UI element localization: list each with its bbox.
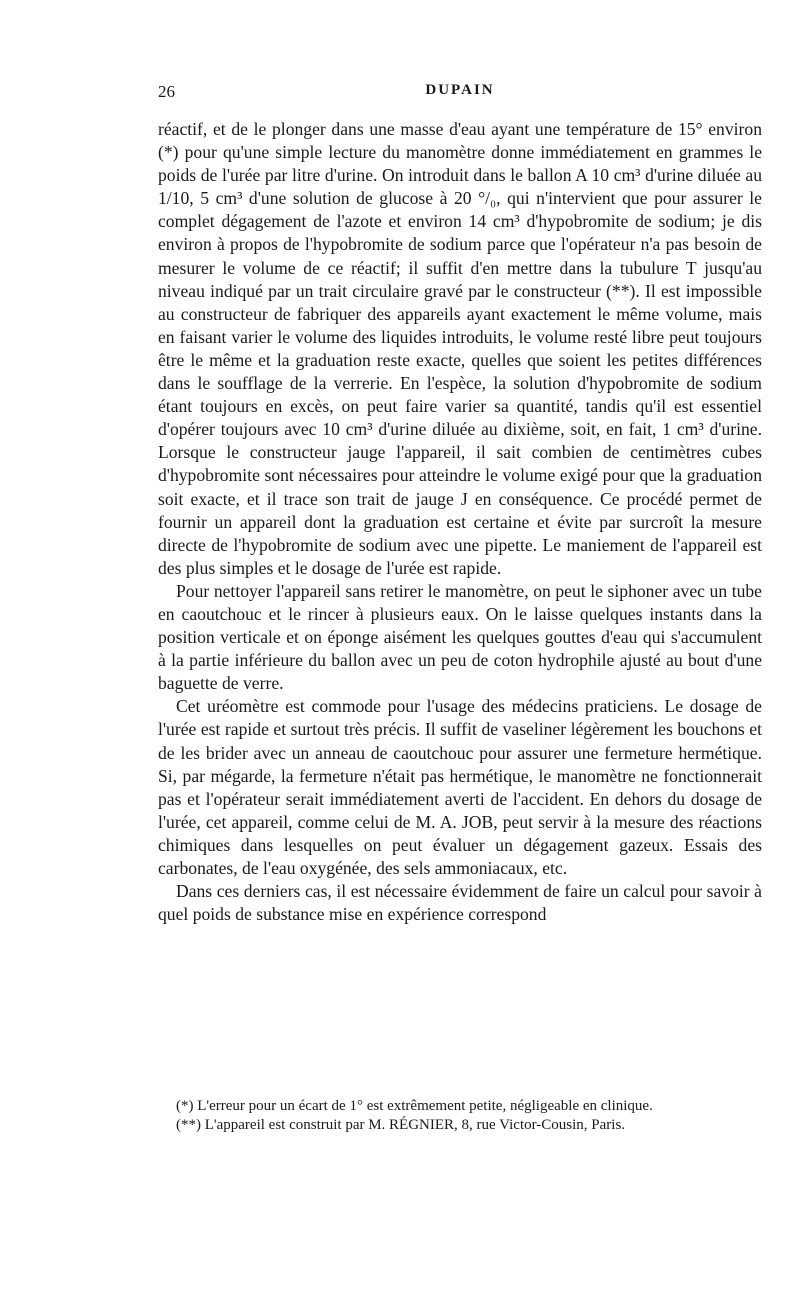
paragraph: Cet uréomètre est commode pour l'usage des médecins praticiens. Le dosage de l'urée est rapide et surtout très précis. Il suffit de vaseliner légèrement les bouchons et de les brider avec un anneau de caoutchouc pour assurer une fermeture hermétique. Si, par mégarde, la fermeture n'était pas hermétique, le manomètre ne fonctionnerait pas et l'opérateur serait immédiatement averti de l'accident. En dehors du dosage de l'urée, cet appareil, comme celui de M. A. JOB, peut servir à la mesure des réactions chimiques dans lesquelles on peut évaluer un dégagement gazeux. Essais des carbonates, de l'eau oxygénée, des sels ammoniacaux, etc. [158,696,762,878]
paragraph: Pour nettoyer l'appareil sans retirer le manomètre, on peut le siphoner avec un tube en caoutchouc et le rincer à plusieurs eaux. On le laisse quelques instants dans la position verticale et on éponge aisément les quelques gouttes d'eau qui s'accumulent à la partie inférieure du ballon avec un peu de coton hydrophile ajusté au bout d'une baguette de verre. [158,580,762,694]
footnotes [158,1097,762,1135]
footnote: (**) L'appareil est construit par M. RÉGNIER, 8, rue Victor-Cousin, Paris. [176,1117,626,1133]
body-text [158,118,762,926]
footnote: (*) L'erreur pour un écart de 1° est extrêmement petite, négligeable en clinique. [176,1098,653,1114]
running-head: DUPAIN [425,82,495,98]
paragraph: Dans ces derniers cas, il est nécessaire évidemment de faire un calcul pour savoir à quel poids de substance mise en expérience correspond [158,881,762,925]
page-header [158,82,762,106]
paragraph: réactif, et de le plonger dans une masse d'eau ayant une température de 15° environ (*) pour qu'une simple lecture du manomètre donne immédiatement en grammes le poids de l'urée par litre d'urine. On introduit dans le ballon A 10 cm³ d'urine diluée au 1/10, 5 cm³ d'une solution de glucose à 20 °/₀, qui n'intervient que pour assurer le complet dégagement de l'azote et environ 14 cm³ d'hypobromite de sodium; je dis environ à propos de l'hypobromite de sodium parce que l'opérateur n'a pas besoin de mesurer le volume de ce réactif; il suffit d'en mettre dans la tubulure T jusqu'au niveau indiqué par un trait circulaire gravé par le constructeur (**). Il est impossible au constructeur de fabriquer des appareils ayant exactement le même volume, mais en faisant varier le volume des liquides introduits, le volume resté libre peut toujours être le même et la graduation reste exacte, quelles que soient les petites différences dans le soufflage de la verrerie. En l'espèce, la solution d'hypobromite de sodium étant toujours en excès, on peut faire varier sa quantité, tandis qu'il est essentiel d'opérer toujours avec 10 cm³ d'urine diluée au dixième, soit, en fait, 1 cm³ d'urine. Lorsque le constructeur jauge l'appareil, il sait combien de centimètres cubes d'hypobromite sont nécessaires pour atteindre le volume exigé pour que la graduation soit exacte, et il trace son trait de jauge J en conséquence. Ce procédé permet de fournir un appareil dont la graduation est certaine et évite par surcroît la mesure directe de l'hypobromite de sodium avec une pipette. Le maniement de l'appareil est des plus simples et le dosage de l'urée est rapide. [158,119,762,578]
page-number: 26 [158,82,175,101]
